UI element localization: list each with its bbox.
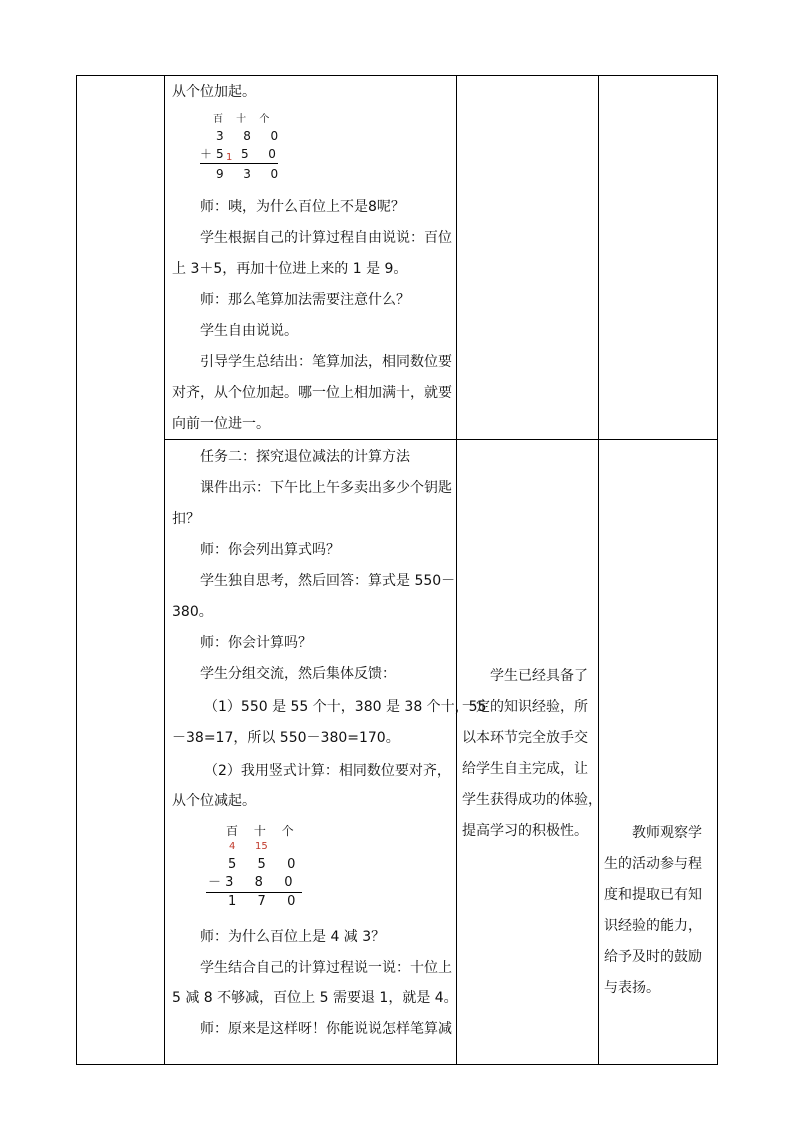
table-divider-1: [164, 75, 165, 1065]
table-divider-3: [598, 75, 599, 1065]
difference-rule: [206, 892, 302, 893]
assessment-line: 教师观察学: [632, 825, 702, 841]
text-line: －38=17，所以 550－380=170。: [172, 730, 400, 746]
minuend: 5 5 0: [228, 857, 296, 872]
text-line: 师：原来是这样呀！你能说说怎样笔算减: [200, 1021, 452, 1037]
assessment-line: 度和提取已有知: [604, 887, 702, 903]
text-line: 学生根据自己的计算过程自由说说：百位: [200, 230, 452, 246]
plus-sign: ＋: [200, 147, 213, 161]
subtrahend: － 3 8 0: [208, 875, 293, 890]
intent-line: 提高学习的积极性。: [462, 823, 588, 839]
text-line: （2）我用竖式计算：相同数位要对齐，: [204, 763, 451, 779]
assessment-line: 生的活动参与程: [604, 856, 702, 872]
table-border-left: [76, 75, 77, 1065]
intent-line: 给学生自主完成，让: [462, 761, 588, 777]
table-divider-2: [456, 75, 457, 1065]
text-line: 5 减 8 不够减，百位上 5 需要退 1，就是 4。: [172, 990, 458, 1006]
intent-line: 学生获得成功的体验，: [462, 792, 602, 808]
text-line: 学生分组交流，然后集体反馈：: [200, 666, 396, 682]
text-line: 学生结合自己的计算过程说一说：十位上: [200, 960, 452, 976]
text-line: 师：为什么百位上是 4 减 3？: [200, 929, 386, 945]
sum-result: 9 3 0: [216, 167, 279, 181]
assessment-line: 与表扬。: [604, 980, 660, 996]
text-line: （1）550 是 55 个十，380 是 38 个十，55: [204, 699, 487, 715]
addend-1: 3 8 0: [216, 129, 279, 143]
text-line: 向前一位进一。: [172, 416, 270, 432]
table-border-top: [76, 75, 718, 76]
sum-rule: [200, 163, 278, 164]
text-line: 课件出示：下午比上午多卖出多少个钥匙: [200, 480, 452, 496]
text-line: 任务二：探究退位减法的计算方法: [200, 449, 410, 465]
text-line: 学生独自思考，然后回答：算式是 550－: [200, 573, 456, 589]
carry-mark: 1: [226, 152, 233, 163]
place-header: 百 十 个: [226, 824, 294, 838]
table-border-bottom: [76, 1064, 718, 1065]
place-header: 百 十 个: [213, 114, 270, 125]
assessment-line: 给予及时的鼓励: [604, 949, 702, 965]
text-line: 师：你会计算吗？: [200, 635, 312, 651]
table-border-right: [717, 75, 718, 1065]
text-line: 扣？: [172, 511, 200, 527]
intent-line: 一定的知识经验，所: [462, 699, 588, 715]
addend-2-hundreds: 5: [216, 147, 224, 161]
text-line: 学生自由说说。: [200, 323, 298, 339]
row-divider: [164, 439, 718, 440]
difference-result: 1 7 0: [228, 894, 296, 909]
assessment-line: 识经验的能力，: [604, 918, 702, 934]
borrow-hundreds: 4: [229, 841, 236, 852]
text-line: 上 3＋5，再加十位进上来的 1 是 9。: [172, 261, 408, 277]
text-line: 引导学生总结出：笔算加法，相同数位要: [200, 354, 452, 370]
addend-2-rest: 5 0: [241, 147, 276, 161]
text-line: 师：那么笔算加法需要注意什么？: [200, 292, 410, 308]
text-line: 380。: [172, 604, 213, 620]
text-line: 师：咦，为什么百位上不是8呢？: [200, 199, 405, 215]
text-line: 从个位减起。: [172, 793, 256, 809]
borrow-tens: 15: [255, 841, 268, 852]
intent-line: 学生已经具备了: [490, 668, 588, 684]
text-line: 对齐，从个位加起。哪一位上相加满十，就要: [172, 385, 452, 401]
intent-line: 以本环节完全放手交: [462, 730, 588, 746]
text-line: 从个位加起。: [172, 84, 256, 100]
text-line: 师：你会列出算式吗？: [200, 542, 340, 558]
